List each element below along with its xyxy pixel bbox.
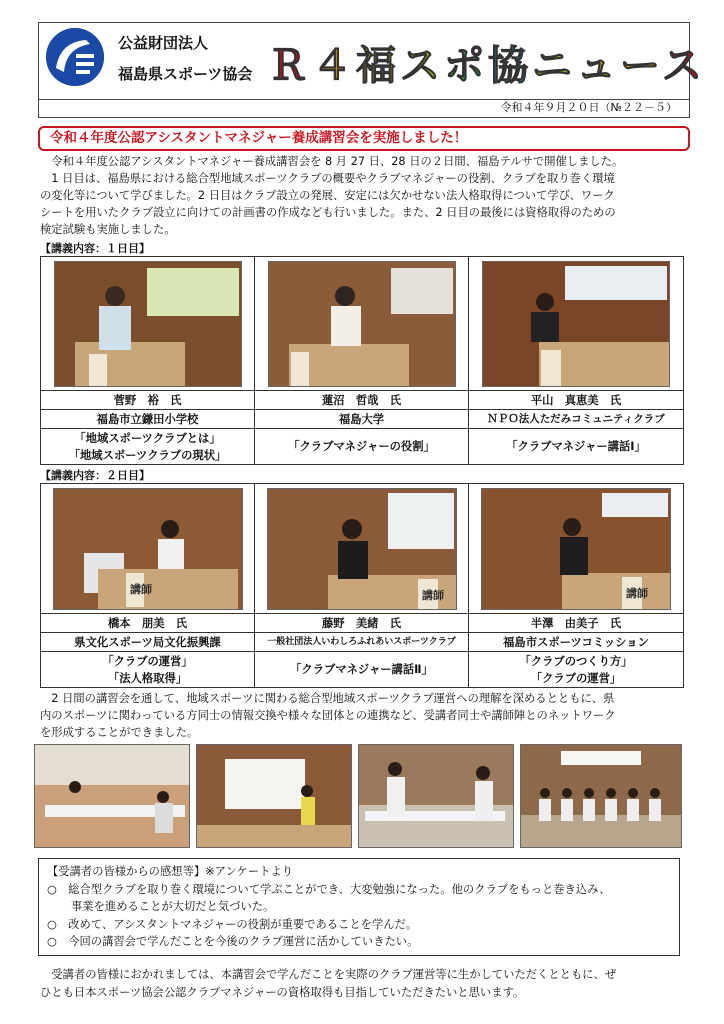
newsletter-title: [268, 34, 706, 91]
title-char: ュ: [576, 43, 620, 89]
lecture-photo: [268, 261, 456, 387]
lecture-topic: 「クラブマネジャー講話Ⅱ」: [290, 663, 433, 676]
lecturer-name: 蓮沼 哲哉 氏: [255, 391, 469, 410]
lecture-topic: 「地域スポーツクラブの現状」: [68, 448, 227, 462]
title-char: ４: [312, 43, 356, 89]
title-char: ニ: [532, 43, 576, 89]
title-char: ー: [620, 43, 662, 89]
event-photo: [520, 744, 682, 848]
intro-line: の変化等について学びました。2 日目はクラブ設立の発展、安定には欠かせない法人格取得について学び、ワーク: [40, 189, 615, 202]
survey-comment: 事業を進めることが大切だと気づいた。: [71, 900, 275, 913]
lecturer-name: 平山 真恵美 氏: [469, 391, 684, 410]
closing-line: 受講者の皆様におかれましては、本講習会で学んだことを実際のクラブ運営等に生かしていただくとともに、ぜ: [40, 968, 617, 981]
survey-box: [38, 858, 680, 956]
lecture-topic: 「クラブマネジャーの役割」: [288, 440, 435, 453]
lecturer-name: 菅野 裕 氏: [41, 391, 255, 410]
lecture-topic: 「法人格取得」: [107, 671, 188, 685]
issue-date: 令和４年９月２０日（№２２－５）: [38, 100, 690, 118]
bullet-icon: ○: [47, 882, 57, 896]
summary-line: 内のスポーツに関わっている方同士の情報交換や様々な団体との連携など、受講者同士や講師陣とのネットワーク: [40, 709, 616, 722]
lecturer-affiliation: 福島大学: [255, 410, 469, 429]
day2-lecturer-table: [40, 483, 684, 688]
day2-heading: 【講義内容：２日目】: [40, 469, 150, 482]
lecturer-affiliation: 福島市スポーツコミッション: [469, 633, 684, 652]
lecturer-name: 橋本 朋美 氏: [41, 614, 255, 633]
survey-comment: 改めて、アシスタントマネジャーの役割が重要であることを学んだ。: [68, 917, 418, 931]
event-photo: [196, 744, 352, 848]
lecture-topic: 「地域スポーツクラブとは」: [74, 431, 221, 445]
lecturer-name: 藤野 美緒 氏: [255, 614, 469, 633]
event-photo: [358, 744, 514, 848]
event-photo: [34, 744, 190, 848]
lecture-topic: 「クラブの運営」: [530, 671, 622, 685]
lecture-photo: [53, 488, 243, 610]
lecturer-affiliation: 福島市立鎌田小学校: [41, 410, 255, 429]
lecture-topic: 「クラブマネジャー講話Ⅰ」: [506, 440, 646, 453]
intro-line: シートを用いたクラブ設立に向けての計画書の作成なども行いました。また、2 日目の最後には資格取得のための: [40, 206, 616, 219]
lecture-topic: 「クラブのつくり方」: [519, 654, 633, 668]
title-char: ス: [662, 43, 706, 89]
bullet-icon: ○: [47, 917, 57, 931]
day1-heading: 【講義内容：１日目】: [40, 242, 150, 255]
title-char: Ｒ: [268, 43, 312, 89]
org-name-line1: 公益財団法人: [118, 34, 209, 52]
lecturer-affiliation: 県文化スポーツ局文化振興課: [41, 633, 255, 652]
survey-title: 【受講者の皆様からの感想等】※アンケートより: [47, 865, 294, 878]
title-char: ポ: [444, 43, 488, 89]
lecture-photo: [481, 488, 671, 610]
survey-comment: 総合型クラブを取り巻く環境について学ぶことができ、大変勉強になった。他のクラブをもっと巻き込み、: [68, 882, 611, 896]
bullet-icon: ○: [47, 935, 57, 948]
closing-line: ひとも日本スポーツ協会公認クラブマネジャーの資格取得も目指していただきたいと思います。: [40, 986, 525, 999]
article-headline: 令和４年度公認アシスタントマネジャー養成講習会を実施しました！: [38, 126, 690, 151]
podium-label: 講師: [626, 586, 648, 600]
lecturer-affiliation: ＮＰＯ法人ただみコミュニティクラブ: [469, 410, 684, 429]
lecture-photo: [54, 261, 242, 387]
org-name-line2: 福島県スポーツ協会: [118, 65, 253, 83]
intro-line: 1 日目は、福島県における総合型地域スポーツクラブの概要やクラブマネジャーの役割、クラブを取り巻く環境: [40, 172, 615, 185]
title-char: ス: [400, 43, 444, 89]
podium-label: 講師: [129, 582, 152, 596]
lecture-photo: [267, 488, 457, 610]
podium-label: 講師: [421, 588, 444, 602]
summary-line: を形成することができました。: [40, 726, 199, 739]
lecturer-name: 半澤 由美子 氏: [469, 614, 684, 633]
lecturer-affiliation: 一般社団法人いわしろふれあいスポーツクラブ: [255, 633, 469, 652]
title-char: 福: [356, 43, 400, 89]
survey-comment: 今回の講習会で学んだことを今後のクラブ運営に活かしていきたい。: [68, 935, 419, 948]
day1-lecturer-table: [40, 256, 684, 465]
lecture-topic: 「クラブの運営」: [102, 654, 193, 668]
intro-line: 令和４年度公認アシスタントマネジャー養成講習会を 8 月 27 日、28 日の２日間、福島テルサで開催しました。: [40, 155, 624, 168]
title-char: 協: [488, 43, 532, 89]
association-logo: [46, 28, 104, 86]
intro-line: 検定試験も実施しました。: [40, 223, 176, 236]
lecture-photo: [482, 261, 670, 387]
summary-line: 2 日間の講習会を通して、地域スポーツに関わる総合型地域スポーツクラブ運営への理解を深めるとともに、県: [40, 692, 615, 705]
